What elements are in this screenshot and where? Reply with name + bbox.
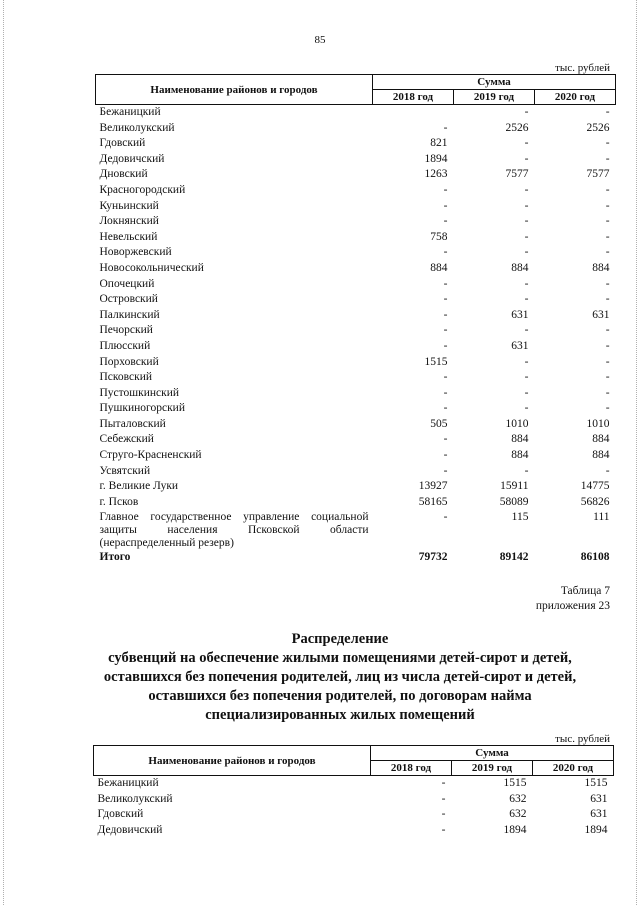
row-name: Великолукский (99, 121, 175, 134)
value-2019: - (524, 246, 529, 259)
header-year-2019-2: 2019 год (452, 761, 533, 776)
value-2018: 1263 (424, 168, 448, 181)
row-name: Струго-Красненский (99, 449, 202, 462)
table-row (94, 823, 614, 839)
value-2020: - (605, 137, 610, 150)
value-2018: - (441, 792, 446, 805)
value-2018: 58165 (418, 495, 448, 508)
table-label-line1: Таблица 7 (560, 585, 610, 597)
value-2018: 505 (430, 417, 448, 430)
row-name: Гдовский (97, 808, 144, 821)
value-2020: 7577 (586, 168, 610, 181)
document-title (70, 630, 610, 725)
value-2018: - (443, 449, 448, 462)
table-row (96, 401, 616, 417)
row-name: г. Псков (99, 495, 139, 508)
table-row (96, 230, 616, 246)
value-2018: - (443, 371, 448, 384)
header-year-2018: 2018 год (373, 90, 454, 105)
table-row (96, 308, 616, 324)
table-row-reserve (96, 510, 616, 550)
table-row (96, 136, 616, 152)
title-line5: специализированных жилых помещений (205, 707, 475, 723)
value-2020: 14775 (580, 480, 610, 493)
value-2020: - (605, 355, 610, 368)
value-2018: 821 (430, 137, 448, 150)
value-2019: - (524, 355, 529, 368)
value-2019: 1894 (503, 823, 527, 836)
row-name: Псковский (99, 371, 153, 384)
row-name: Островский (99, 293, 158, 306)
row-name: Опочецкий (99, 277, 155, 290)
value-2020: - (605, 199, 610, 212)
value-2019: - (524, 183, 529, 196)
table-row (96, 121, 616, 137)
row-name: Пыталовский (99, 417, 166, 430)
table-2 (93, 745, 614, 838)
total-label: Итого (99, 551, 131, 564)
table-row (96, 479, 616, 495)
value-2019: - (524, 106, 529, 118)
value-2020: - (605, 183, 610, 196)
total-2019: 89142 (499, 551, 529, 564)
row-name: Куньинский (99, 199, 159, 212)
table-row (96, 183, 616, 199)
value-2019: 631 (511, 339, 529, 352)
row-name: г. Великие Луки (99, 480, 179, 493)
value-2018: 1894 (424, 152, 448, 165)
value-2019: - (524, 386, 529, 399)
value-2019: - (524, 371, 529, 384)
value-2020: 1515 (584, 777, 608, 789)
value-2019: - (524, 293, 529, 306)
row-name: Дновский (99, 168, 148, 181)
value-2020: - (605, 371, 610, 384)
table-label (536, 584, 610, 614)
table-1-body (96, 105, 616, 567)
title-line3: оставшихся без попечения родителей, лиц из числа детей-сирот и детей, (103, 669, 577, 685)
value-2018: - (443, 339, 448, 352)
value-2019: - (524, 215, 529, 228)
page-number: 85 (314, 34, 326, 46)
row-name: Гдовский (99, 137, 146, 150)
value-2020: 56826 (580, 495, 610, 508)
total-2018: 79732 (418, 551, 448, 564)
units-label: тыс. рублей (555, 62, 610, 74)
value-2019: 632 (509, 808, 527, 821)
table-2-body (94, 776, 614, 839)
value-2018: - (443, 511, 448, 524)
header-year-2020-2: 2020 год (533, 761, 614, 776)
table-row (96, 261, 616, 277)
value-2018: - (443, 324, 448, 337)
value-2020: - (605, 277, 610, 290)
value-2019: - (524, 324, 529, 337)
scan-edge-right (636, 0, 638, 905)
table-row (96, 245, 616, 261)
table-row (96, 464, 616, 480)
value-2018: 1515 (424, 355, 448, 368)
row-name: Порховский (99, 355, 159, 368)
row-name: Пустошкинский (99, 386, 180, 399)
value-2018: 758 (430, 230, 448, 243)
value-2020: - (605, 152, 610, 165)
row-name: Пушкиногорский (99, 402, 185, 415)
value-2019: 884 (511, 261, 529, 274)
value-2018 (373, 105, 454, 121)
row-name: Дедовичский (99, 152, 165, 165)
row-name-reserve (96, 510, 373, 550)
value-2020: - (605, 293, 610, 306)
value-2020: - (605, 324, 610, 337)
row-name: Невельский (99, 230, 158, 243)
row-name: Красногородский (99, 183, 186, 196)
reserve-line1: Главное государственное управление социальной (99, 511, 369, 524)
value-2020: 631 (590, 792, 608, 805)
total-2020: 86108 (580, 551, 610, 564)
table-row (94, 776, 614, 792)
value-2020: - (605, 464, 610, 477)
value-2018: - (443, 199, 448, 212)
value-2020: 884 (592, 433, 610, 446)
value-2018: - (441, 808, 446, 821)
value-2020: 1894 (584, 823, 608, 836)
table-label-line2: приложения 23 (535, 600, 610, 612)
value-2020: - (605, 402, 610, 415)
value-2019: - (524, 277, 529, 290)
value-2018: - (443, 308, 448, 321)
scan-edge-left (3, 0, 5, 905)
value-2019: 884 (511, 449, 529, 462)
table-row (96, 105, 616, 121)
row-name: Бежаницкий (97, 777, 159, 789)
header-sum-col-2: Сумма (371, 746, 614, 761)
value-2020: 631 (590, 808, 608, 821)
row-name: Печорский (99, 324, 153, 337)
value-2019: 7577 (505, 168, 529, 181)
value-2020: - (605, 386, 610, 399)
value-2020: 631 (592, 308, 610, 321)
units-label-2: тыс. рублей (555, 733, 610, 745)
value-2019: - (524, 199, 529, 212)
reserve-line2: защиты населения Псковской области (99, 524, 369, 537)
row-name: Себежский (99, 433, 154, 446)
row-name: Дедовичский (97, 823, 163, 836)
row-name: Усвятский (99, 464, 151, 477)
title-line2: субвенций на обеспечение жилыми помещениями детей-сирот и детей, (108, 650, 572, 666)
value-2020: 111 (593, 511, 610, 524)
header-name-col: Наименование районов и городов (96, 75, 373, 105)
value-2020: - (605, 339, 610, 352)
value-2020: - (605, 215, 610, 228)
value-2020: 2526 (586, 121, 610, 134)
value-2020: 884 (592, 261, 610, 274)
value-2018: - (443, 246, 448, 259)
value-2018: - (443, 121, 448, 134)
table-row (96, 277, 616, 293)
table-row (96, 339, 616, 355)
table-row (96, 386, 616, 402)
row-name: Новосокольнический (99, 261, 204, 274)
value-2018: - (443, 183, 448, 196)
table-row (96, 292, 616, 308)
value-2020: 1010 (586, 417, 610, 430)
table-row (96, 448, 616, 464)
row-name: Плюсский (99, 339, 151, 352)
table-row (96, 370, 616, 386)
value-2018: - (443, 433, 448, 446)
value-2018: - (443, 386, 448, 399)
table-row-total (96, 550, 616, 566)
table-row (96, 323, 616, 339)
header-year-2019: 2019 год (454, 90, 535, 105)
value-2018: 13927 (418, 480, 448, 493)
value-2019: 1515 (503, 777, 527, 789)
value-2018: - (443, 277, 448, 290)
table-row (96, 495, 616, 511)
value-2019: 632 (509, 792, 527, 805)
row-name: Великолукский (97, 792, 173, 805)
value-2019: 631 (511, 308, 529, 321)
table-row (96, 167, 616, 183)
title-line1: Распределение (291, 631, 389, 647)
table-row (96, 152, 616, 168)
value-2018: - (443, 293, 448, 306)
value-2020: - (605, 230, 610, 243)
row-name: Локнянский (99, 215, 159, 228)
header-sum-col: Сумма (373, 75, 616, 90)
value-2019: - (524, 230, 529, 243)
value-2018: - (443, 402, 448, 415)
title-line4: оставшихся без попечения родителей, по договорам найма (148, 688, 532, 704)
value-2019: 2526 (505, 121, 529, 134)
value-2018: - (441, 777, 446, 789)
table-row (96, 214, 616, 230)
value-2019: 884 (511, 433, 529, 446)
row-name: Бежаницкий (99, 106, 161, 118)
value-2018: - (441, 823, 446, 836)
value-2020: - (605, 246, 610, 259)
value-2019: 58089 (499, 495, 529, 508)
row-name: Новоржевский (99, 246, 172, 259)
value-2019: - (524, 464, 529, 477)
value-2020: 884 (592, 449, 610, 462)
value-2018: - (443, 464, 448, 477)
table-row (96, 355, 616, 371)
header-year-2018-2: 2018 год (371, 761, 452, 776)
value-2019: - (524, 137, 529, 150)
header-name-col-2: Наименование районов и городов (94, 746, 371, 776)
value-2019: 115 (511, 511, 529, 524)
reserve-line3: (нераспределенный резерв) (99, 537, 234, 550)
row-name: Палкинский (99, 308, 160, 321)
table-row (96, 199, 616, 215)
value-2019: - (524, 152, 529, 165)
table-row (96, 432, 616, 448)
header-year-2020: 2020 год (535, 90, 616, 105)
table-row (94, 807, 614, 823)
table-1 (95, 74, 616, 566)
table-row (94, 792, 614, 808)
value-2018: - (443, 215, 448, 228)
value-2020: - (605, 106, 610, 118)
value-2019: 15911 (500, 480, 529, 493)
value-2019: - (524, 402, 529, 415)
table-row (96, 417, 616, 433)
value-2019: 1010 (505, 417, 529, 430)
value-2018: 884 (430, 261, 448, 274)
